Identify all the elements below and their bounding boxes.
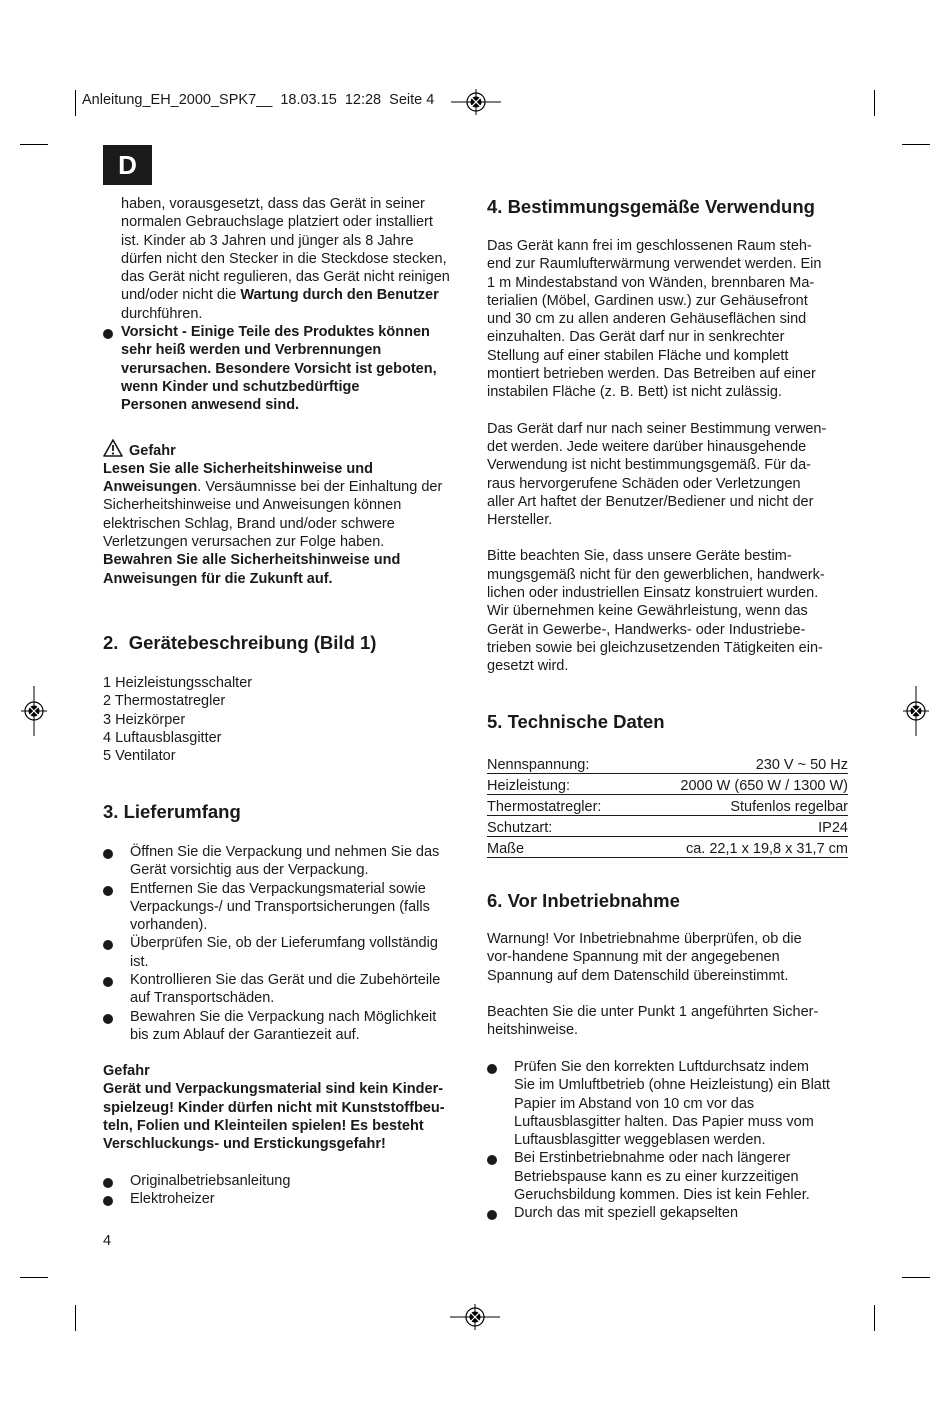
delivery-contents	[103, 1172, 468, 1209]
bullet-icon	[103, 940, 113, 950]
text-line: 1 m Mindestabstand von Wänden, brennbaren Ma-	[487, 274, 815, 291]
spec-value: 2000 W (650 W / 1300 W)	[633, 774, 848, 795]
text-line: instabilen Fläche (z. B. Bett) ist nicht zulässig.	[487, 384, 782, 401]
page-number: 4	[103, 1233, 112, 1249]
section-5-heading: 5. Technische Daten	[487, 711, 665, 732]
list-item: Kontrollieren Sie das Gerät und die Zubehörteile auf Transportschäden.	[103, 971, 468, 1008]
section-6-body	[487, 930, 852, 1039]
text-line: Sicherheitshinweise und Anweisungen können	[103, 497, 402, 514]
text-line: aller Art haftet der Benutzer/Bediener und nicht der	[487, 493, 814, 510]
table-row	[487, 753, 848, 774]
text-line: Warnung! Vor Inbetriebnahme überprüfen, ob die	[487, 931, 802, 947]
crop-mark	[874, 1305, 875, 1331]
text-line: und/oder nicht die Wartung durch den Benutzer	[121, 287, 439, 304]
scope-bullets	[103, 843, 468, 1044]
left-column	[103, 195, 463, 588]
packaging-danger	[103, 1062, 468, 1153]
print-slug: Anleitung_EH_2000_SPK7__ 18.03.15 12:28 Seite 4	[82, 92, 435, 108]
language-badge: D	[103, 145, 152, 185]
table-row	[487, 795, 848, 816]
crop-mark	[874, 90, 875, 116]
text-line: verursachen. Besondere Vorsicht ist geboten,	[121, 360, 437, 377]
text-line: det werden. Jede weitere darüber hinausgehende	[487, 438, 807, 455]
list-item: Prüfen Sie den korrekten Luftdurchsatz indem Sie im Umluftbetrieb (ohne Heizleistung) ein Blatt Papier im Abstand von 10 cm vor das Luftausblasgitter halten. Das Papier muss vom Luftausblasgitter weggeblasen werden.	[487, 1058, 852, 1149]
text-line: Bitte beachten Sie, dass unsere Geräte bestim-	[487, 548, 792, 565]
text-line: trieben sowie bei gleichzusetzenden Tätigkeiten ein-	[487, 639, 823, 656]
intro-paragraph	[103, 195, 463, 323]
text-line: spielzeug! Kinder dürfen nicht mit Kunststoffbeu-	[103, 1099, 445, 1116]
text-line: sehr heiß werden und Verbrennungen	[121, 342, 382, 359]
registration-mark-icon	[903, 686, 929, 736]
text-line: Vorsicht - Einige Teile des Produktes können	[121, 324, 430, 341]
text-line: gesetzt wird.	[487, 658, 569, 675]
bullet-icon	[487, 1155, 497, 1165]
bullet-icon	[487, 1064, 497, 1074]
spec-value: 230 V ~ 50 Hz	[633, 753, 848, 774]
list-item: Öffnen Sie die Verpackung und nehmen Sie das Gerät vorsichtig aus der Verpackung.	[103, 843, 468, 880]
warning-triangle-icon	[103, 439, 123, 457]
registration-mark-icon	[21, 686, 47, 736]
text-line: durchführen.	[121, 305, 203, 322]
registration-mark-icon	[451, 89, 501, 115]
table-row	[487, 774, 848, 795]
text-line: Anweisungen für die Zukunft auf.	[103, 570, 333, 587]
section-6-heading: 6. Vor Inbetriebnahme	[487, 890, 680, 911]
crop-mark	[902, 1277, 930, 1278]
text-line: Das Gerät darf nur nach seiner Bestimmung verwen-	[487, 420, 827, 437]
text-line: lichen oder industriellen Einsatz konstruiert wurden.	[487, 585, 819, 602]
paragraph	[487, 237, 852, 402]
text-line: wenn Kinder und schutzbedürftige	[121, 378, 360, 395]
section-4-heading: 4. Bestimmungsgemäße Verwendung	[487, 196, 815, 217]
crop-mark	[902, 144, 930, 145]
list-item: Elektroheizer	[103, 1190, 468, 1208]
text-line: heitshinweise.	[487, 1022, 579, 1039]
bullet-icon	[103, 977, 113, 987]
bullet-icon	[103, 1178, 113, 1188]
danger-title: Gefahr	[103, 439, 463, 460]
text-line: elektrischen Schlag, Brand und/oder schwere	[103, 515, 395, 532]
parts-list	[103, 674, 252, 765]
table-row	[487, 816, 848, 837]
text-line: montiert betrieben werden. Das Betreiben auf einer	[487, 366, 816, 383]
text-line: Verwendung ist nicht bestimmungsgemäß. Für da-	[487, 457, 811, 474]
paragraph	[487, 547, 852, 675]
text-line: raus hervorgerufene Schäden oder Verletzungen	[487, 475, 801, 492]
text-line: vor-handene Spannung mit der angegebenen	[487, 949, 780, 966]
registration-mark-icon	[450, 1304, 500, 1330]
table-row	[487, 837, 848, 858]
spec-label: Thermostatregler:	[487, 795, 633, 816]
text-line: Beachten Sie die unter Punkt 1 angeführten Sicher-	[487, 1003, 819, 1020]
spec-label: Schutzart:	[487, 816, 633, 837]
crop-mark	[20, 1277, 48, 1278]
pre-operation-bullets	[487, 1058, 852, 1223]
list-item: Bei Erstinbetriebnahme oder nach längerer Betriebspause kann es zu einer kurzzeitigen Geruchsbildung kommen. Dies ist kein Fehler.	[487, 1149, 852, 1204]
section-3-heading: 3. Lieferumfang	[103, 801, 241, 822]
bullet-icon	[103, 886, 113, 896]
list-item: Bewahren Sie die Verpackung nach Möglichkeit bis zum Ablauf der Garantiezeit auf.	[103, 1008, 468, 1045]
spec-label: Heizleistung:	[487, 774, 633, 795]
danger-block	[103, 439, 463, 588]
spec-label: Nennspannung:	[487, 753, 633, 774]
text-line: Stellung auf einer stabilen Fläche und komplett	[487, 347, 789, 364]
list-item: 5 Ventilator	[103, 748, 176, 765]
danger-title: Gefahr	[103, 1063, 150, 1079]
text-line: mungsgemäß nicht für den gewerblichen, handwerk-	[487, 566, 825, 583]
text-line: Wir übernehmen keine Gewährleistung, wenn das	[487, 603, 808, 620]
section-2-heading: 2. Gerätebeschreibung (Bild 1)	[103, 632, 377, 653]
text-line: end zur Raumlufterwärmung verwendet werden. Ein	[487, 256, 822, 273]
list-item: 2 Thermostatregler	[103, 693, 226, 710]
bullet-icon	[103, 1196, 113, 1206]
crop-mark	[75, 1305, 76, 1331]
section-4-body	[487, 237, 852, 676]
text-line: Personen anwesend sind.	[121, 397, 300, 414]
list-item: 4 Luftausblasgitter	[103, 729, 222, 746]
spec-value: Stufenlos regelbar	[633, 795, 848, 816]
text-line: normalen Gebrauchslage platziert oder installiert	[121, 214, 433, 231]
text-line: terialien (Möbel, Gardinen usw.) zur Gehäusefront	[487, 292, 808, 309]
text-line: einzuhalten. Das Gerät darf nur in senkrechter	[487, 329, 785, 346]
paragraph	[487, 420, 852, 530]
text-line: das Gerät nicht regulieren, das Gerät nicht reinigen	[121, 269, 450, 286]
text-line: haben, vorausgesetzt, dass das Gerät in seiner	[121, 196, 425, 212]
list-item: Überprüfen Sie, ob der Lieferumfang vollständig ist.	[103, 934, 468, 971]
bullet-icon	[487, 1210, 497, 1220]
text-line: dürfen nicht den Stecker in die Steckdose stecken,	[121, 250, 447, 267]
paragraph	[487, 930, 852, 985]
list-item: Originalbetriebsanleitung	[103, 1172, 468, 1190]
text-line: ist. Kinder ab 3 Jahren und jünger als 8 Jahre	[121, 232, 414, 249]
text-line: Gerät in Gewerbe-, Handwerks- oder Industriebe-	[487, 621, 806, 638]
text-line: Gerät und Verpackungsmaterial sind kein Kinder-	[103, 1081, 444, 1098]
spec-value: IP24	[633, 816, 848, 837]
list-item: Durch das mit speziell gekapselten	[487, 1204, 852, 1222]
crop-mark	[75, 90, 76, 116]
technical-data-table	[487, 753, 848, 858]
spec-value: ca. 22,1 x 19,8 x 31,7 cm	[633, 837, 848, 858]
list-item: 1 Heizleistungsschalter	[103, 675, 253, 691]
paragraph	[487, 1003, 852, 1040]
list-item: 3 Heizkörper	[103, 711, 186, 728]
bullet-icon	[103, 849, 113, 859]
text-line: Lesen Sie alle Sicherheitshinweise und	[103, 460, 373, 477]
caution-bullet	[103, 323, 463, 414]
text-line: Verschluckungs- und Erstickungsgefahr!	[103, 1136, 386, 1153]
list-item: Entfernen Sie das Verpackungsmaterial sowie Verpackungs-/ und Transportsicherungen (falls vorhanden).	[103, 880, 468, 935]
text-line: und 30 cm zu allen anderen Gehäuseflächen sind	[487, 311, 807, 328]
text-line: Verletzungen verursachen zur Folge haben.	[103, 534, 385, 551]
text-line: Hersteller.	[487, 512, 553, 529]
bullet-icon	[103, 1014, 113, 1024]
text-line: Anweisungen. Versäumnisse bei der Einhaltung der	[103, 479, 443, 496]
text-line: Bewahren Sie alle Sicherheitshinweise und	[103, 552, 401, 569]
crop-mark	[20, 144, 48, 145]
bullet-icon	[103, 329, 113, 339]
text-line: Spannung auf dem Datenschild übereinstimmt.	[487, 967, 789, 984]
spec-label: Maße	[487, 837, 633, 858]
text-line: teln, Folien und Kleinteilen spielen! Es besteht	[103, 1117, 424, 1134]
text-line: Das Gerät kann frei im geschlossenen Raum steh-	[487, 238, 812, 254]
